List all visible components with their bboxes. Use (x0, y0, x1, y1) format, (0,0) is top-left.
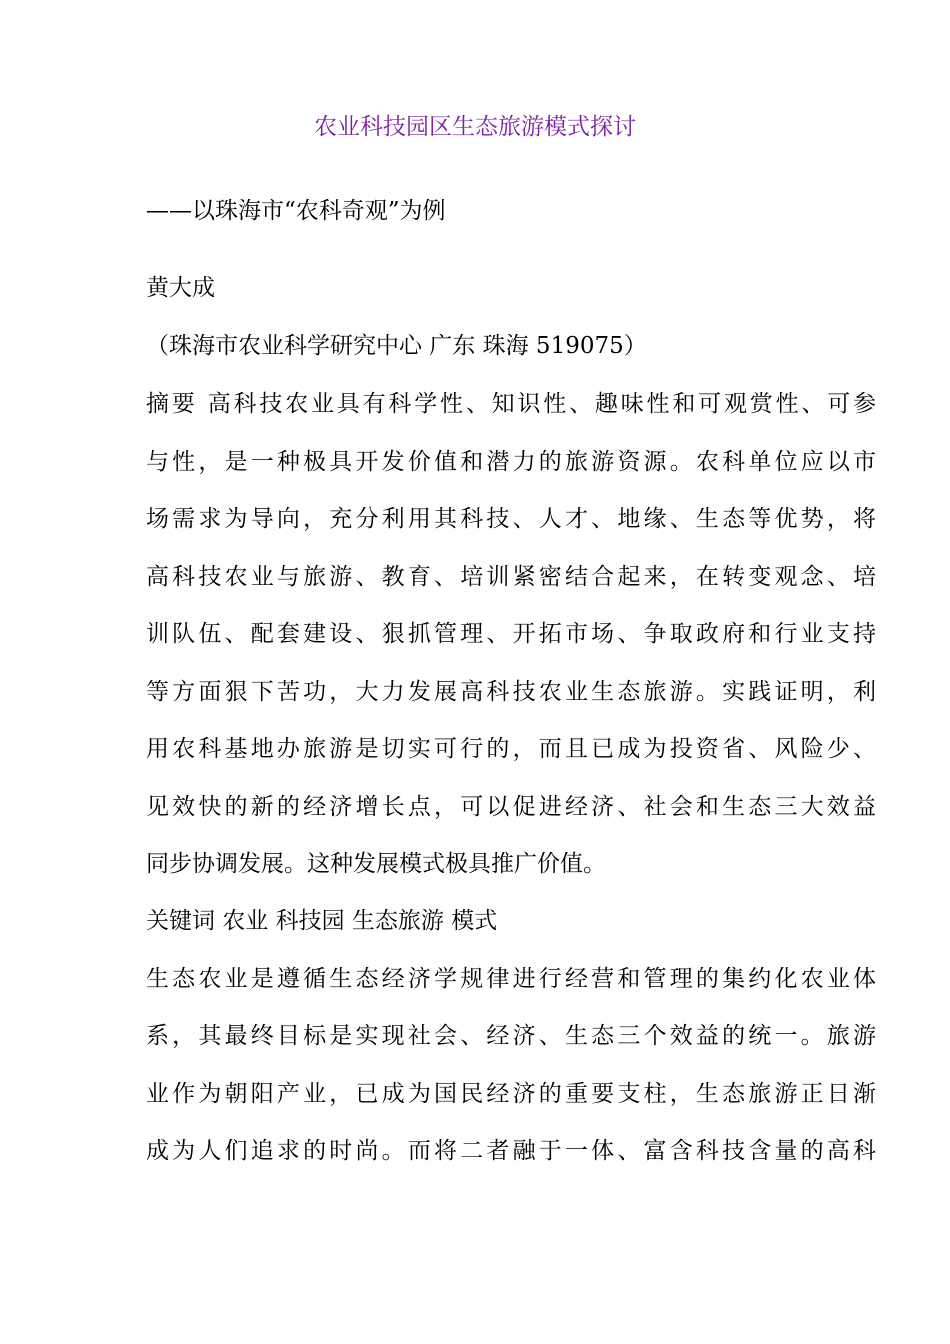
document-title: 农业科技园区生态旅游模式探讨 (314, 114, 636, 140)
abstract-line: 训队伍、配套建设、狠抓管理、开拓市场、争取政府和行业支持 (146, 621, 876, 647)
author-name: 黄大成 (146, 275, 215, 301)
abstract-line: 同步协调发展。这种发展模式极具推广价值。 (146, 851, 606, 877)
abstract-line: 用农科基地办旅游是切实可行的，而且已成为投资省、风险少、 (146, 736, 876, 762)
author-affiliation: （珠海市农业科学研究中心 广东 珠海 519075） (146, 333, 647, 359)
document-subtitle: ——以珠海市“农科奇观”为例 (146, 198, 446, 224)
body-text-line: 生态农业是遵循生态经济学规律进行经营和管理的集约化农业体 (146, 966, 876, 992)
abstract-line: 与性，是一种极具开发价值和潜力的旅游资源。农科单位应以市 (146, 449, 876, 475)
abstract-line: 高科技农业与旅游、教育、培训紧密结合起来，在转变观念、培 (146, 564, 876, 590)
body-text-line: 业作为朝阳产业，已成为国民经济的重要支柱，生态旅游正日渐 (146, 1081, 876, 1107)
abstract-line: 场需求为导向，充分利用其科技、人才、地缘、生态等优势，将 (146, 506, 876, 532)
abstract-line: 等方面狠下苦功，大力发展高科技农业生态旅游。实践证明，利 (146, 679, 876, 705)
keywords-line: 关键词 农业 科技园 生态旅游 模式 (146, 908, 498, 934)
abstract-line: 见效快的新的经济增长点，可以促进经济、社会和生态三大效益 (146, 794, 876, 820)
body-text-line: 成为人们追求的时尚。而将二者融于一体、富含科技含量的高科 (146, 1138, 876, 1164)
abstract-line: 摘要 高科技农业具有科学性、知识性、趣味性和可观赏性、可参 (146, 391, 876, 417)
body-text-line: 系，其最终目标是实现社会、经济、生态三个效益的统一。旅游 (146, 1023, 876, 1049)
